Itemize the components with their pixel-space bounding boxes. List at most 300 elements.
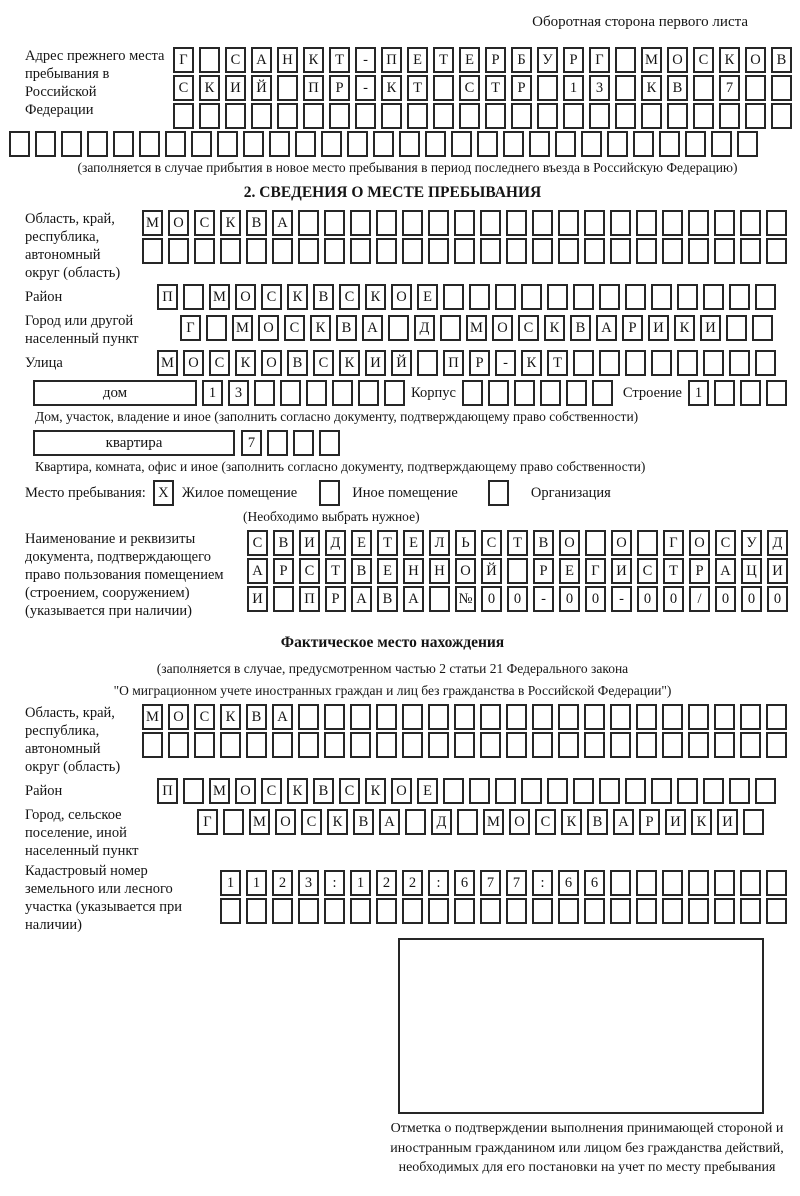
char-cell <box>532 732 553 758</box>
char-cell <box>685 131 706 157</box>
char-cell <box>506 210 527 236</box>
char-cell <box>324 732 345 758</box>
district-row <box>157 284 776 310</box>
stay-type-row <box>25 480 790 506</box>
actual-district-block <box>25 778 790 804</box>
char-cell <box>610 870 631 896</box>
char-cell: Т <box>407 75 428 101</box>
char-cell: Н <box>429 558 450 584</box>
char-cell <box>636 238 657 264</box>
char-cell <box>194 732 215 758</box>
document-block <box>25 530 790 620</box>
char-cell: 1 <box>220 870 241 896</box>
district-label: Район <box>25 289 63 305</box>
actual-region-label: Область, край, республика, автономный округ (область) <box>25 705 121 775</box>
char-cell: О <box>258 315 279 341</box>
char-cell: И <box>767 558 788 584</box>
char-cell <box>246 238 267 264</box>
char-cell: У <box>741 530 762 556</box>
char-cell: С <box>459 75 480 101</box>
char-cell <box>269 131 290 157</box>
char-cell <box>641 103 662 129</box>
char-cell <box>425 131 446 157</box>
char-cell: С <box>715 530 736 556</box>
char-cell: Л <box>429 530 450 556</box>
char-cell <box>529 131 550 157</box>
char-cell <box>459 103 480 129</box>
char-cell: : <box>324 870 345 896</box>
char-cell: Г <box>173 47 194 73</box>
char-cell <box>636 898 657 924</box>
char-cell <box>740 238 761 264</box>
char-cell: В <box>313 284 334 310</box>
document-row-1 <box>247 530 788 556</box>
char-cell: 0 <box>715 586 736 612</box>
char-cell <box>558 898 579 924</box>
char-cell <box>625 350 646 376</box>
char-cell <box>477 131 498 157</box>
char-cell <box>714 704 735 730</box>
char-cell: Р <box>533 558 554 584</box>
char-cell: К <box>365 284 386 310</box>
char-cell: О <box>509 809 530 835</box>
char-cell <box>771 103 792 129</box>
char-cell: К <box>691 809 712 835</box>
char-cell <box>506 704 527 730</box>
char-cell <box>755 284 776 310</box>
char-cell <box>462 380 483 406</box>
char-cell <box>298 704 319 730</box>
char-cell <box>191 131 212 157</box>
house-note: Дом, участок, владение и иное (заполнить согласно документу, подтверждающему право собственности) <box>35 409 639 424</box>
char-cell <box>388 315 409 341</box>
char-cell: Й <box>391 350 412 376</box>
char-cell <box>376 732 397 758</box>
char-cell <box>319 430 340 456</box>
char-cell <box>280 380 301 406</box>
char-cell <box>329 103 350 129</box>
char-cell: Д <box>325 530 346 556</box>
char-cell: К <box>220 210 241 236</box>
char-cell <box>637 530 658 556</box>
char-cell: И <box>225 75 246 101</box>
document-row-3 <box>247 586 788 612</box>
cadastral-label: Кадастровый номер земельного или лесного участка (указывается при наличии) <box>25 863 182 933</box>
char-cell <box>651 778 672 804</box>
char-cell <box>514 380 535 406</box>
char-cell <box>243 131 264 157</box>
char-cell: К <box>641 75 662 101</box>
char-cell <box>740 704 761 730</box>
char-cell: Е <box>559 558 580 584</box>
char-cell <box>194 238 215 264</box>
char-cell: С <box>693 47 714 73</box>
char-cell: 7 <box>480 870 501 896</box>
char-cell <box>688 704 709 730</box>
char-cell: А <box>272 704 293 730</box>
actual-region-block <box>25 704 790 776</box>
char-cell <box>714 898 735 924</box>
char-cell <box>729 284 750 310</box>
char-cell: С <box>339 778 360 804</box>
char-cell <box>350 732 371 758</box>
char-cell <box>428 238 449 264</box>
char-cell: 2 <box>402 870 423 896</box>
char-cell <box>703 350 724 376</box>
cadastral-row-2 <box>220 898 787 924</box>
char-cell <box>740 898 761 924</box>
char-cell <box>755 350 776 376</box>
char-cell <box>142 238 163 264</box>
char-cell: 0 <box>637 586 658 612</box>
char-cell: 7 <box>719 75 740 101</box>
char-cell <box>350 238 371 264</box>
char-cell <box>651 350 672 376</box>
char-cell: В <box>533 530 554 556</box>
char-cell: В <box>336 315 357 341</box>
char-cell <box>584 732 605 758</box>
house-number-cells <box>202 380 405 406</box>
char-cell <box>485 103 506 129</box>
char-cell <box>251 103 272 129</box>
char-cell <box>506 898 527 924</box>
char-cell: С <box>194 704 215 730</box>
char-cell: : <box>532 870 553 896</box>
char-cell <box>667 103 688 129</box>
char-cell: К <box>310 315 331 341</box>
char-cell <box>61 131 82 157</box>
actual-city-label: Город, сельское поселение, иной населенный пункт <box>25 807 139 859</box>
char-cell <box>350 210 371 236</box>
char-cell <box>480 238 501 264</box>
char-cell <box>752 315 773 341</box>
region-label: Область, край, республика, автономный округ (область) <box>25 211 121 281</box>
char-cell <box>298 898 319 924</box>
char-cell <box>272 238 293 264</box>
char-cell <box>659 131 680 157</box>
stamp-box <box>398 938 764 1114</box>
char-cell: О <box>667 47 688 73</box>
char-cell <box>9 131 30 157</box>
char-cell <box>272 898 293 924</box>
cadastral-block <box>25 862 790 934</box>
char-cell <box>633 131 654 157</box>
char-cell <box>277 103 298 129</box>
char-cell: О <box>391 284 412 310</box>
char-cell <box>558 732 579 758</box>
char-cell: 3 <box>589 75 610 101</box>
char-cell <box>506 238 527 264</box>
char-cell <box>246 732 267 758</box>
char-cell: 6 <box>584 870 605 896</box>
stroenie-cells <box>688 380 787 406</box>
char-cell <box>142 732 163 758</box>
char-cell: П <box>381 47 402 73</box>
char-cell: П <box>157 778 178 804</box>
char-cell <box>376 898 397 924</box>
prev-address-row-1 <box>173 47 792 73</box>
char-cell: 0 <box>663 586 684 612</box>
char-cell: В <box>246 210 267 236</box>
char-cell <box>532 210 553 236</box>
char-cell: К <box>719 47 740 73</box>
district-block <box>25 284 790 310</box>
char-cell <box>480 704 501 730</box>
char-cell: 2 <box>376 870 397 896</box>
char-cell <box>373 131 394 157</box>
char-cell: С <box>209 350 230 376</box>
char-cell <box>511 103 532 129</box>
char-cell <box>610 704 631 730</box>
char-cell <box>272 732 293 758</box>
char-cell: С <box>225 47 246 73</box>
stay-option-label-other: Иное помещение <box>352 484 458 501</box>
prev-address-grid <box>173 47 792 129</box>
char-cell <box>714 238 735 264</box>
char-cell <box>740 732 761 758</box>
char-cell <box>610 238 631 264</box>
char-cell: Т <box>547 350 568 376</box>
apartment-box: квартира <box>33 430 235 456</box>
char-cell: О <box>391 778 412 804</box>
char-cell <box>766 238 787 264</box>
char-cell <box>688 732 709 758</box>
char-cell <box>610 210 631 236</box>
char-cell: Р <box>485 47 506 73</box>
stay-option-checkbox-other <box>319 480 340 506</box>
char-cell <box>376 704 397 730</box>
char-cell: Г <box>585 558 606 584</box>
char-cell <box>429 586 450 612</box>
char-cell: Р <box>622 315 643 341</box>
char-cell: 0 <box>559 586 580 612</box>
char-cell <box>573 350 594 376</box>
char-cell <box>165 131 186 157</box>
street-label: Улица <box>25 355 63 371</box>
char-cell <box>298 238 319 264</box>
char-cell: Г <box>589 47 610 73</box>
char-cell <box>766 380 787 406</box>
char-cell: К <box>674 315 695 341</box>
char-cell <box>469 778 490 804</box>
region-row-2 <box>142 238 787 264</box>
char-cell <box>677 284 698 310</box>
char-cell <box>740 870 761 896</box>
char-cell <box>324 238 345 264</box>
char-cell: С <box>301 809 322 835</box>
char-cell <box>217 131 238 157</box>
street-row <box>157 350 776 376</box>
char-cell <box>303 103 324 129</box>
char-cell: М <box>209 778 230 804</box>
actual-region-grid <box>142 704 787 758</box>
char-cell: С <box>261 778 282 804</box>
city-row <box>180 315 773 341</box>
stamp-caption: Отметка о подтверждении выполнения принимающей стороной и иностранным гражданином или лицом без гражданства действий, необходимых для его постановки на учет по месту пребывания <box>390 1121 784 1175</box>
char-cell: Г <box>197 809 218 835</box>
char-cell <box>740 380 761 406</box>
char-cell <box>599 350 620 376</box>
char-cell <box>402 210 423 236</box>
char-cell: С <box>299 558 320 584</box>
char-cell <box>719 103 740 129</box>
cadastral-grid <box>220 870 787 924</box>
actual-region-row-1 <box>142 704 787 730</box>
char-cell: - <box>533 586 554 612</box>
char-cell <box>677 350 698 376</box>
char-cell: А <box>596 315 617 341</box>
char-cell <box>537 75 558 101</box>
char-cell <box>651 284 672 310</box>
char-cell: : <box>428 870 449 896</box>
char-cell <box>693 75 714 101</box>
char-cell: В <box>287 350 308 376</box>
char-cell: 3 <box>228 380 249 406</box>
char-cell <box>405 809 426 835</box>
char-cell: 1 <box>202 380 223 406</box>
char-cell <box>688 870 709 896</box>
char-cell <box>662 732 683 758</box>
char-cell: Г <box>180 315 201 341</box>
document-label: Наименование и реквизиты документа, подтверждающего право пользования помещением (строением, сооружением) (указывается при наличии) <box>25 531 224 619</box>
char-cell: И <box>299 530 320 556</box>
region-row-1 <box>142 210 787 236</box>
cadastral-row-1 <box>220 870 787 896</box>
char-cell: В <box>353 809 374 835</box>
char-cell <box>402 704 423 730</box>
apartment-number-cells <box>241 430 340 456</box>
char-cell: Г <box>663 530 684 556</box>
char-cell <box>507 558 528 584</box>
char-cell <box>688 210 709 236</box>
char-cell: А <box>272 210 293 236</box>
char-cell <box>332 380 353 406</box>
char-cell: О <box>235 778 256 804</box>
char-cell <box>199 47 220 73</box>
char-cell: П <box>157 284 178 310</box>
stay-option-checkbox-organization <box>488 480 509 506</box>
char-cell <box>745 75 766 101</box>
char-cell: А <box>247 558 268 584</box>
char-cell: Р <box>325 586 346 612</box>
char-cell: К <box>199 75 220 101</box>
char-cell: А <box>613 809 634 835</box>
char-cell <box>615 47 636 73</box>
char-cell: - <box>355 47 376 73</box>
char-cell <box>599 778 620 804</box>
stay-type-note: (Необходимо выбрать нужное) <box>243 509 420 524</box>
char-cell: С <box>247 530 268 556</box>
char-cell: 0 <box>585 586 606 612</box>
char-cell <box>607 131 628 157</box>
char-cell <box>295 131 316 157</box>
stroenie-label: Строение <box>622 384 682 401</box>
char-cell: И <box>611 558 632 584</box>
char-cell <box>771 75 792 101</box>
char-cell <box>610 898 631 924</box>
char-cell: - <box>355 75 376 101</box>
char-cell <box>547 284 568 310</box>
char-cell: И <box>717 809 738 835</box>
char-cell: О <box>559 530 580 556</box>
char-cell: О <box>261 350 282 376</box>
char-cell <box>220 732 241 758</box>
char-cell <box>711 131 732 157</box>
char-cell <box>113 131 134 157</box>
char-cell: А <box>251 47 272 73</box>
char-cell: Р <box>469 350 490 376</box>
char-cell <box>521 284 542 310</box>
char-cell <box>615 103 636 129</box>
char-cell <box>183 284 204 310</box>
char-cell: - <box>495 350 516 376</box>
char-cell: М <box>249 809 270 835</box>
char-cell: К <box>365 778 386 804</box>
char-cell <box>610 732 631 758</box>
char-cell: 0 <box>741 586 762 612</box>
char-cell: 6 <box>558 870 579 896</box>
char-cell <box>199 103 220 129</box>
char-cell <box>480 732 501 758</box>
city-label: Город или другой населенный пункт <box>25 313 139 347</box>
korpus-cells <box>462 380 613 406</box>
char-cell <box>220 238 241 264</box>
char-cell <box>677 778 698 804</box>
char-cell <box>376 210 397 236</box>
char-cell <box>35 131 56 157</box>
stay-option-checkbox-dwelling <box>153 480 174 506</box>
char-cell <box>402 238 423 264</box>
char-cell <box>443 778 464 804</box>
char-cell <box>584 210 605 236</box>
char-cell: В <box>377 586 398 612</box>
char-cell <box>532 898 553 924</box>
char-cell: В <box>587 809 608 835</box>
apartment-row <box>25 430 790 456</box>
char-cell <box>558 704 579 730</box>
char-cell <box>454 732 475 758</box>
char-cell <box>350 704 371 730</box>
char-cell <box>636 704 657 730</box>
char-cell: Т <box>329 47 350 73</box>
char-cell <box>688 238 709 264</box>
char-cell <box>324 210 345 236</box>
char-cell <box>225 103 246 129</box>
char-cell: М <box>483 809 504 835</box>
char-cell <box>521 778 542 804</box>
prev-address-row-2 <box>173 75 792 101</box>
char-cell <box>714 870 735 896</box>
char-cell <box>563 103 584 129</box>
actual-location-note-1: (заполняется в случае, предусмотренном частью 2 статьи 21 Федерального закона <box>156 661 629 676</box>
char-cell <box>139 131 160 157</box>
char-cell: С <box>637 558 658 584</box>
char-cell: 1 <box>350 870 371 896</box>
char-cell <box>573 778 594 804</box>
document-row-2 <box>247 558 788 584</box>
char-cell <box>454 238 475 264</box>
char-cell <box>183 778 204 804</box>
char-cell <box>376 238 397 264</box>
page-side-note: Оборотная сторона первого листа <box>532 14 748 30</box>
char-cell: Е <box>417 284 438 310</box>
char-cell: Д <box>414 315 435 341</box>
char-cell <box>355 103 376 129</box>
char-cell: - <box>611 586 632 612</box>
house-row <box>25 380 790 406</box>
char-cell <box>589 103 610 129</box>
char-cell <box>407 103 428 129</box>
